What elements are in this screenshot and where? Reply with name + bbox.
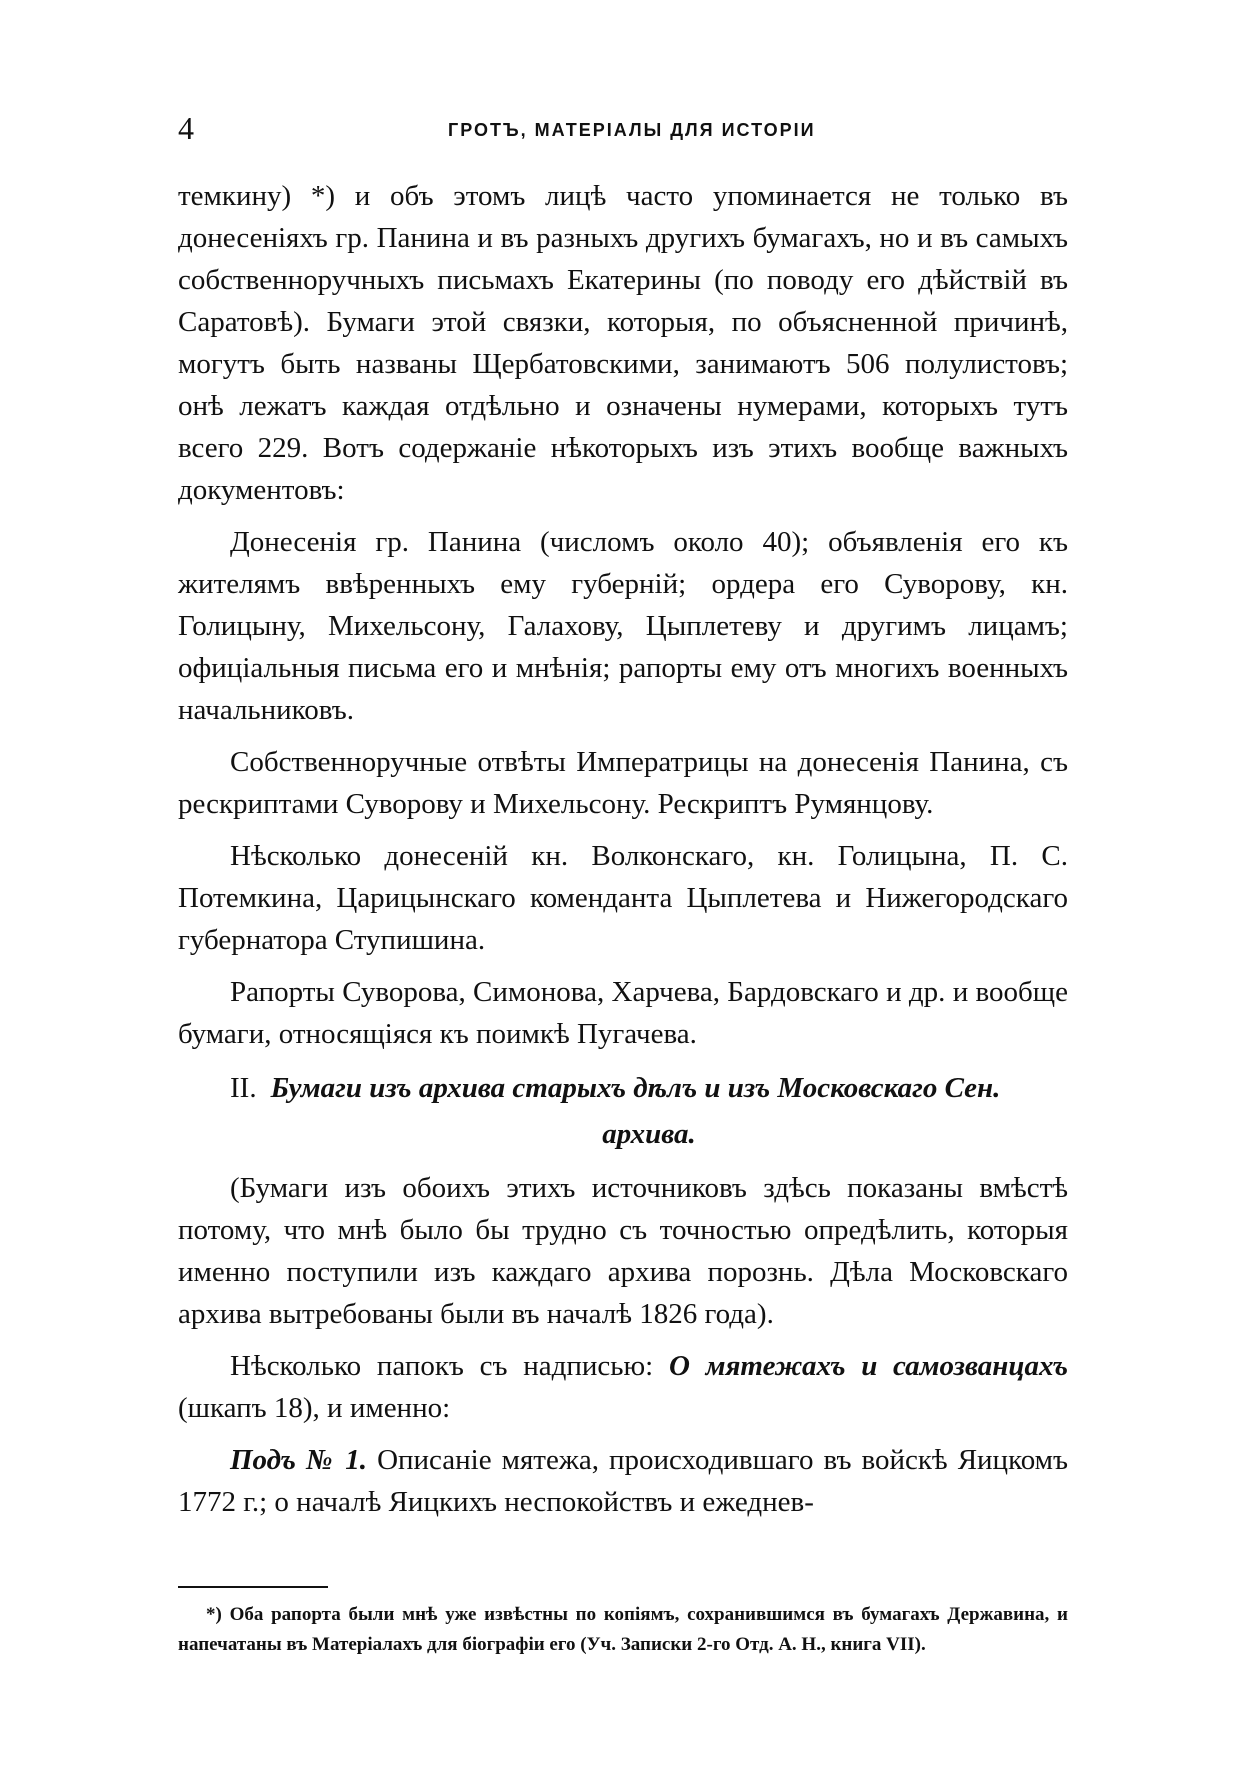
running-title: ГРОТЪ, МАТЕРІАЛЫ ДЛЯ ИСТОРІИ bbox=[448, 120, 816, 140]
folders-inscription: О мятежахъ и самозванцахъ bbox=[668, 1350, 1069, 1382]
paragraph-suvorov-reports: Рапорты Суворова, Симонова, Харчева, Бардовскаго и др. и вообще бумаги, относящіяся къ поимкѣ Пугачева. bbox=[178, 976, 1068, 1050]
main-text bbox=[178, 175, 1068, 1533]
paragraph-continuation: темкину) *) и объ этомъ лицѣ часто упоминается не только въ донесеніяхъ гр. Панина и въ разныхъ другихъ бумагахъ, но и въ самыхъ собственноручныхъ письмахъ Екатерины (по поводу его дѣйствій въ Саратовѣ). Бумаги этой связки, которыя, по объясненной причинѣ, могутъ быть названы Щербатовскими, занимаютъ 506 полулистовъ; онѣ лежатъ каждая отдѣльно и означены нумерами, которыхъ тутъ всего 229. Вотъ содержаніе нѣкоторыхъ изъ этихъ вообще важныхъ документовъ: bbox=[178, 180, 1068, 506]
running-head bbox=[178, 110, 1068, 150]
page-number: 4 bbox=[178, 110, 194, 146]
folders-text-start: Нѣсколько папокъ съ надписью: bbox=[230, 1350, 669, 1382]
section-heading bbox=[178, 1065, 1068, 1157]
footnote: *) Оба рапорта были мнѣ уже извѣстны по копіямъ, сохранившимся въ бумагахъ Державина, и напечатаны въ Матеріалахъ для біографіи его (Уч. Записки 2-го Отд. А. Н., книга VII). bbox=[178, 1604, 1068, 1655]
paragraph-panin-reports: Донесенія гр. Панина (числомъ около 40); объявленія его къ жителямъ ввѣренныхъ ему губерній; ордера его Суворову, кн. Голицыну, Михельсону, Галахову, Цыплетеву и другимъ лицамъ; офиціальныя письма его и мнѣнія; рапорты ему отъ многихъ военныхъ начальниковъ. bbox=[178, 526, 1068, 726]
paragraph-empress-answers: Собственноручные отвѣты Императрицы на донесенія Панина, съ рескриптами Суворову и Михельсону. Рескриптъ Румянцову. bbox=[178, 746, 1068, 820]
section-title-line1: Бумаги изъ архива старыхъ дѣлъ и изъ Московскаго Сен. bbox=[270, 1072, 1001, 1104]
paragraph-several-reports: Нѣсколько донесеній кн. Волконскаго, кн. Голицына, П. С. Потемкина, Царицынскаго коменданта Цыплетева и Нижегородскаго губернатора Ступишина. bbox=[178, 840, 1068, 956]
paragraph-folders bbox=[178, 1345, 1068, 1429]
item-1-label: Подъ № 1. bbox=[230, 1444, 368, 1476]
paragraph-item-1 bbox=[178, 1439, 1068, 1523]
folders-text-end: (шкапъ 18), и именно: bbox=[178, 1392, 451, 1424]
item-1-text: Описаніе мятежа, происходившаго въ войскѣ Яицкомъ 1772 г.; о началѣ Яицкихъ неспокойствъ и ежеднев- bbox=[178, 1444, 1068, 1518]
footnote-divider bbox=[178, 1586, 328, 1588]
section-numeral: II. bbox=[230, 1072, 257, 1104]
section-title-line2: архива. bbox=[602, 1118, 696, 1150]
paragraph-archives-note: (Бумаги изъ обоихъ этихъ источниковъ здѣсь показаны вмѣстѣ потому, что мнѣ было бы трудно съ точностью опредѣлить, которыя именно поступили изъ каждаго архива порознь. Дѣла Московскаго архива вытребованы были въ началѣ 1826 года). bbox=[178, 1172, 1068, 1330]
